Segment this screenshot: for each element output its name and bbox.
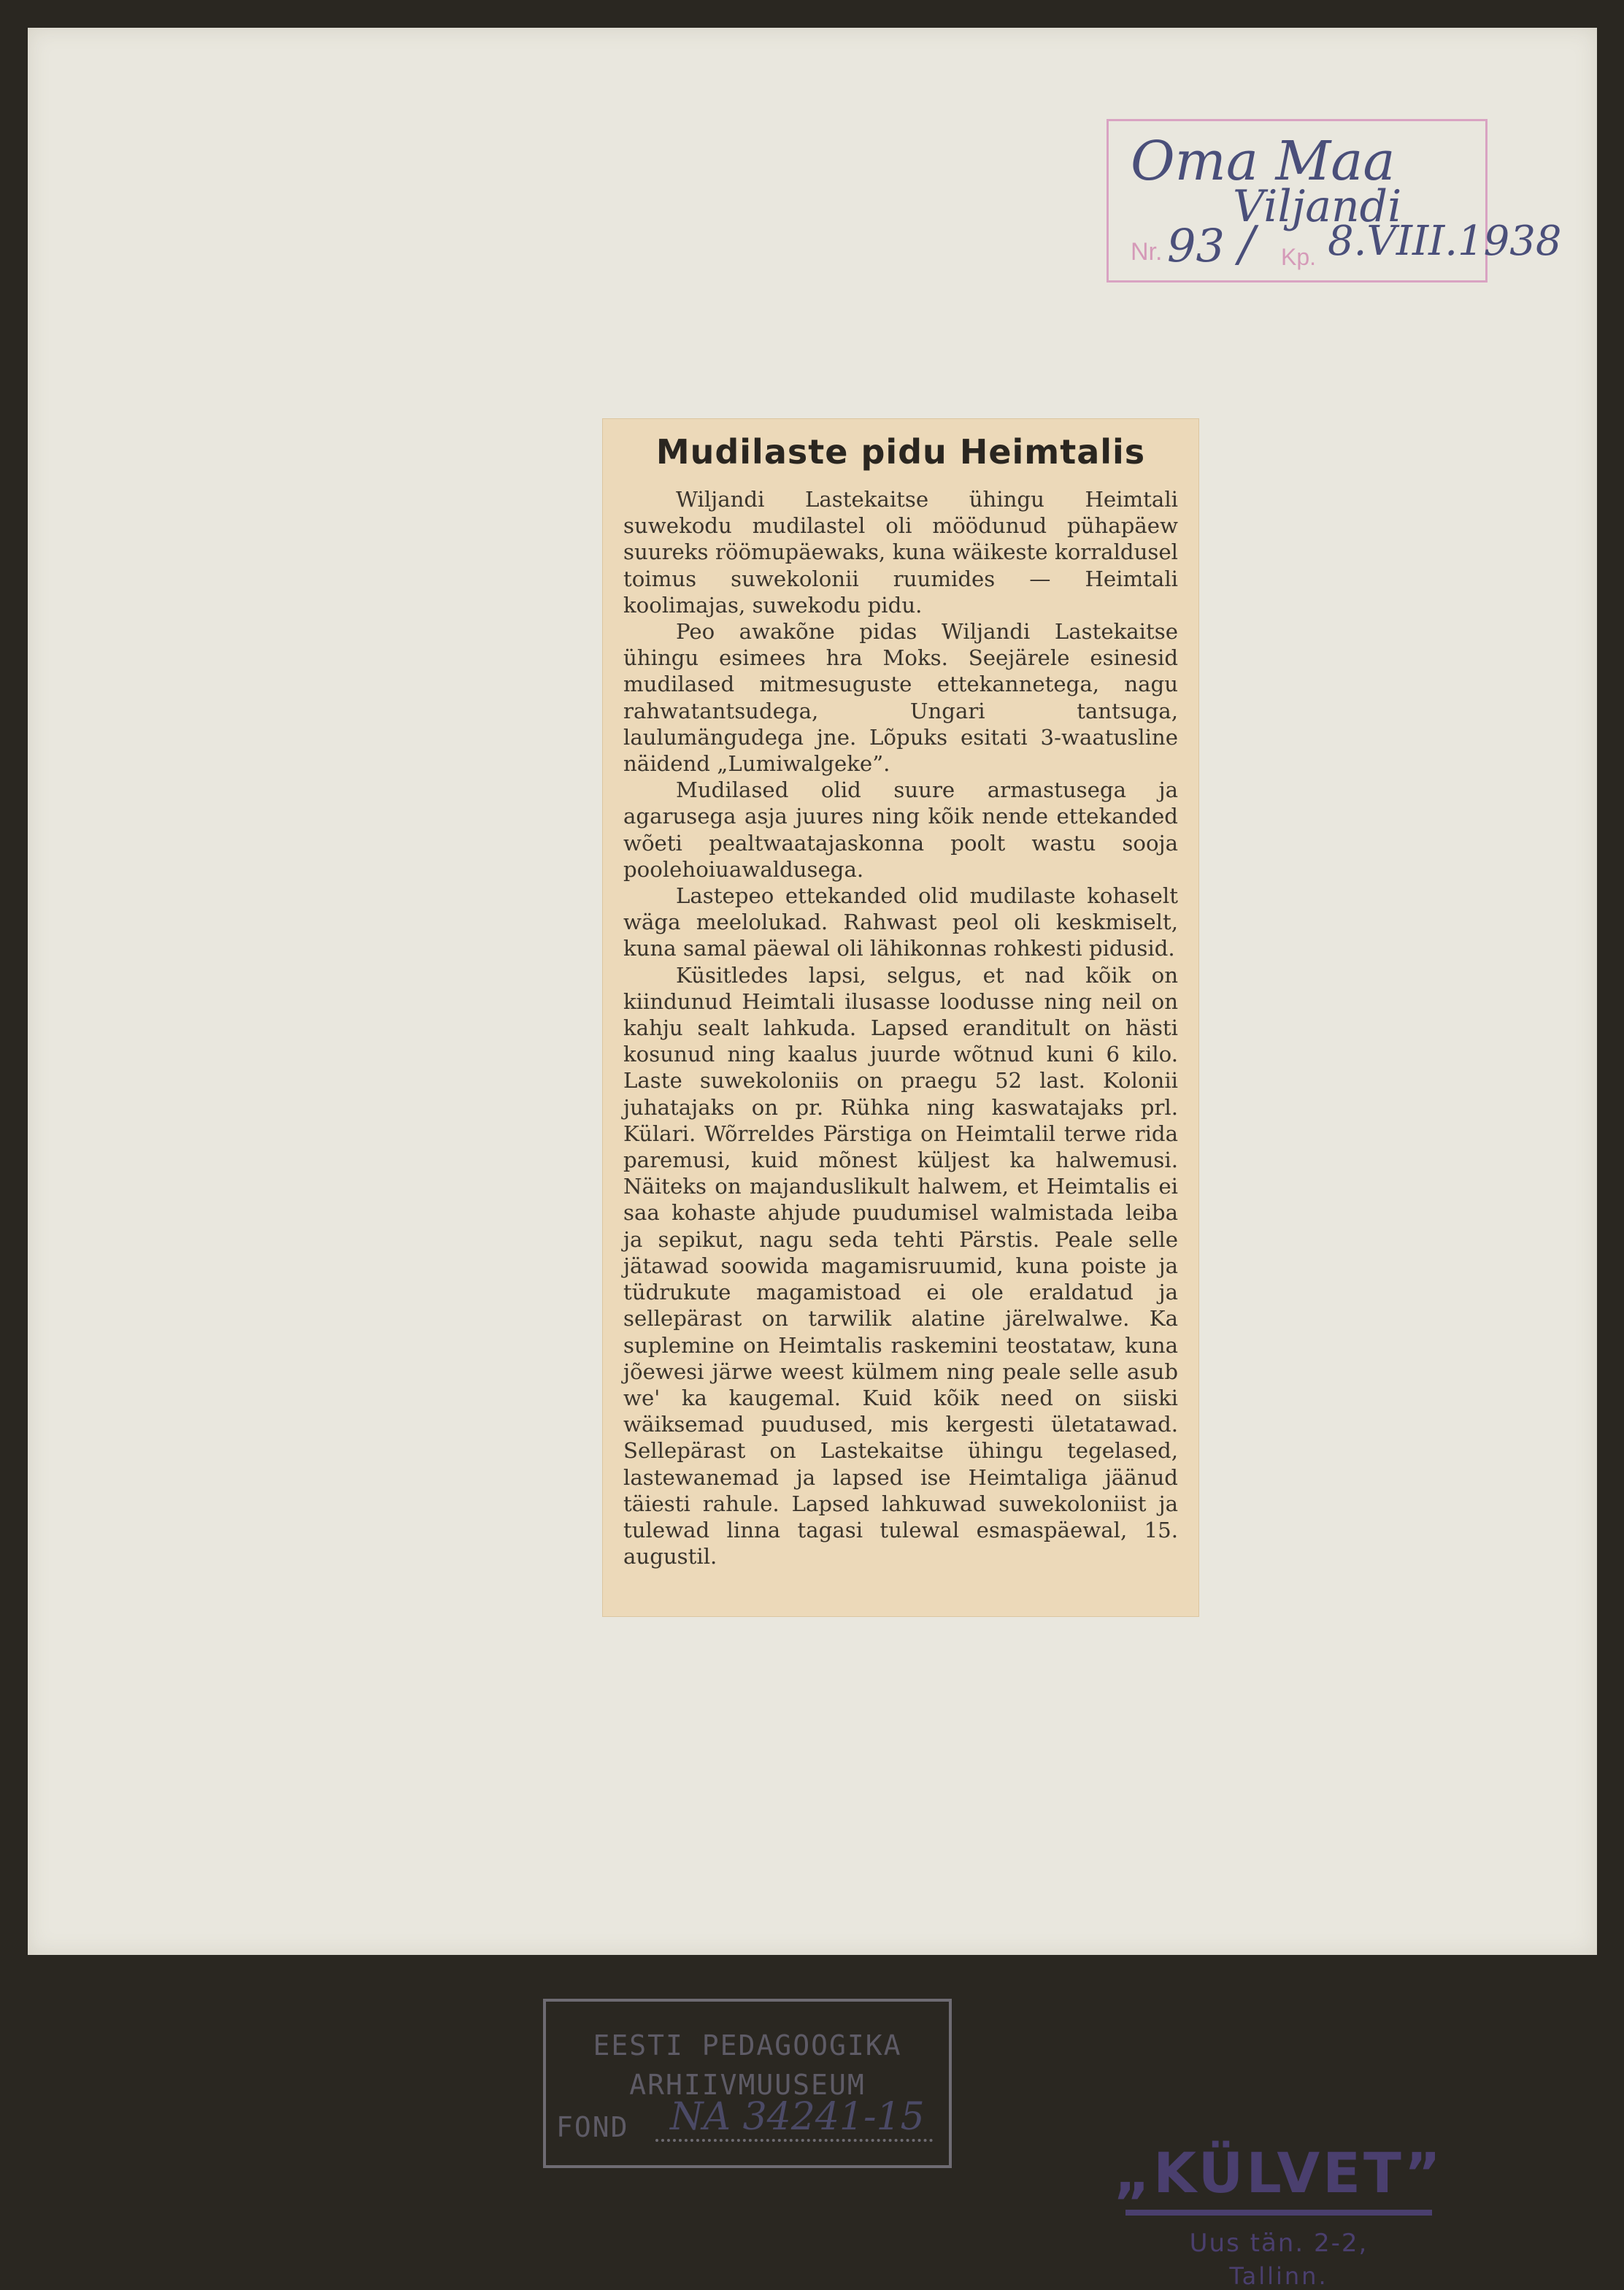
newspaper-clipping [603, 419, 1198, 1616]
stamp-kp-label: Kp. [1281, 244, 1317, 270]
article-paragraph-2: Peo awakõne pidas Wiljandi Lastekaitse ühingu esimees hra Moks. Seejärele esinesid mudilased mitmesuguste ettekannetega, nagu rahwatantsudega, Ungari tantsuga, laulumängudega jne. Lõpuks esitati 3-waatusline näidend „Lumiwalgeke”. [623, 619, 1178, 777]
stamp-slash: / [1239, 216, 1255, 272]
publisher-name: „KÜLVET” [1114, 2140, 1444, 2205]
article-body [623, 486, 1178, 1569]
newspaper-source-stamp [1107, 119, 1562, 283]
publisher-city: Tallinn. [1229, 2262, 1328, 2290]
article-title: Mudilaste pidu Heimtalis [655, 432, 1146, 472]
archive-museum-stamp [543, 1999, 952, 2168]
article-paragraph-5: Küsitledes lapsi, selgus, et nad kõik on kiindunud Heimtali ilusasse loodusse ning neil on kahju sealt lahkuda. Lapsed eranditult on hästi kosunud ning kaalus juurde wõtnud kuni 6 kilo. Laste suwekoloniis on praegu 52 last. Kolonii juhatajaks on pr. Rühka ning kaswatajaks prl. Külari. Wõrreldes Pärstiga on Heimtalil terwe rida paremusi, kuid mõnest küljest ka halwemusi. Näiteks on majanduslikult halwem, et Heimtalis ei saa kohaste ahjude puudumisel walmistada leiba ja sepikut, nagu seda tehti Pärstis. Peale selle jätawad soowida magamisruumid, kuna poiste ja tüdrukute magamistoad ei ole eraldatud ja sellepärast on tarwilik alatine järelwalwe. Ka suplemine on Heimtalis raskemini teostataw, kuna jõewesi järwe weest külmem ning peale selle asub we' ka kaugemal. Kuid kõik need on siiski wäiksemad puudused, mis kergesti ületatawad. Sellepärast on Lastekaitse ühingu tegelased, lastewanemad ja lapsed ise Heimtaliga jäänud täiesti rahule. Lapsed lahkuwad suwekoloniist ja tulewad linna tagasi tulewal esmaspäewal, 15. augustil. [623, 962, 1178, 1569]
publisher-stamp [1104, 2140, 1454, 2290]
publisher-address: Uus tän. 2-2, [1189, 2229, 1369, 2258]
article-paragraph-4: Lastepeo ettekanded olid mudilaste kohaselt wäga meelolukad. Rahwast peol oli keskmiselt, kuna samal päewal oli lähikonnas rohkesti pidusid. [623, 883, 1178, 961]
archive-stamp-line1: EESTI PEDAGOOGIKA [593, 2029, 902, 2062]
handwritten-issue-number: 93 [1167, 219, 1225, 272]
article-paragraph-3: Mudilased olid suure armastusega ja agarusega asja juures ning kõik nende ettekanded wõeti pealtwaatajaskonna poolt wastu sooja poolehoiuawaldusega. [623, 777, 1178, 882]
stamp-nr-label: Nr. [1131, 238, 1163, 266]
archive-stamp-line2: ARHIIVMUUSEUM [629, 2069, 866, 2101]
document-sheet [28, 28, 1597, 1955]
archive-stamp-fond-label: FOND [556, 2111, 629, 2143]
handwritten-date: 8.VIII.1938 [1328, 218, 1562, 265]
archive-stamp-dotted-line [655, 2139, 933, 2142]
article-paragraph-1: Wiljandi Lastekaitse ühingu Heimtali suwekodu mudilastel oli möödunud pühapäew suureks röömupäewaks, kuna wäikeste korraldusel toimus suwekolonii ruumides — Heimtali koolimajas, suwekodu pidu. [623, 487, 1178, 618]
handwritten-fond-number: NA 34241-15 [670, 2095, 925, 2139]
handwritten-town: Viljandi [1233, 181, 1402, 232]
handwritten-paper-name: Oma Maa [1131, 130, 1396, 193]
publisher-rule [1125, 2210, 1432, 2216]
